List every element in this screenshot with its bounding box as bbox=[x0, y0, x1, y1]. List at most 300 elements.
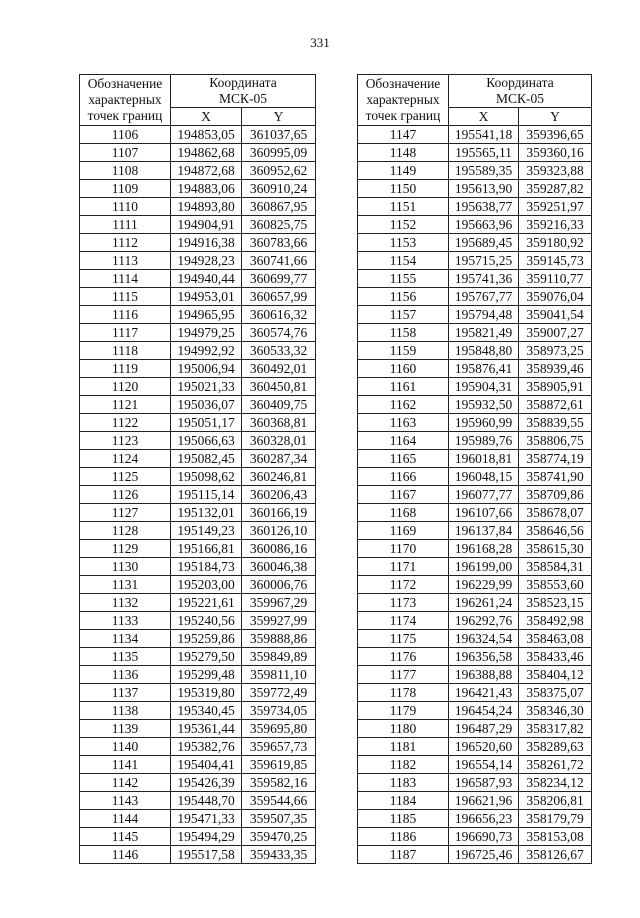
point-id-cell: 1150 bbox=[358, 180, 449, 198]
point-id-cell: 1138 bbox=[80, 702, 171, 720]
table-row bbox=[80, 198, 316, 216]
x-coordinate-cell: 195361,44 bbox=[171, 720, 242, 738]
x-coordinate-cell: 195541,18 bbox=[449, 126, 519, 144]
coordinates-table-right bbox=[357, 74, 592, 864]
table-row bbox=[358, 180, 592, 198]
point-id-cell: 1178 bbox=[358, 684, 449, 702]
point-id-cell: 1115 bbox=[80, 288, 171, 306]
point-id-cell: 1112 bbox=[80, 234, 171, 252]
x-coordinate-cell: 196587,93 bbox=[449, 774, 519, 792]
table-row bbox=[80, 738, 316, 756]
x-coordinate-cell: 196137,84 bbox=[449, 522, 519, 540]
table-row bbox=[80, 558, 316, 576]
point-id-cell: 1140 bbox=[80, 738, 171, 756]
point-id-cell: 1152 bbox=[358, 216, 449, 234]
x-coordinate-cell: 196554,14 bbox=[449, 756, 519, 774]
x-coordinate-cell: 195382,76 bbox=[171, 738, 242, 756]
point-id-cell: 1116 bbox=[80, 306, 171, 324]
x-coordinate-cell: 195132,01 bbox=[171, 504, 242, 522]
table-row bbox=[80, 288, 316, 306]
x-coordinate-cell: 194953,01 bbox=[171, 288, 242, 306]
x-coordinate-cell: 195494,29 bbox=[171, 828, 242, 846]
x-coordinate-cell: 196261,24 bbox=[449, 594, 519, 612]
table-row bbox=[358, 828, 592, 846]
y-coordinate-cell: 358973,25 bbox=[519, 342, 592, 360]
table-row bbox=[80, 846, 316, 864]
table-row bbox=[358, 684, 592, 702]
coordinate-label-line: Координата bbox=[486, 75, 554, 90]
table-row bbox=[80, 540, 316, 558]
point-id-cell: 1187 bbox=[358, 846, 449, 864]
x-coordinate-cell: 195448,70 bbox=[171, 792, 242, 810]
table-row bbox=[358, 432, 592, 450]
point-id-cell: 1123 bbox=[80, 432, 171, 450]
x-coordinate-cell: 195259,86 bbox=[171, 630, 242, 648]
table-row bbox=[358, 846, 592, 864]
table-row bbox=[80, 252, 316, 270]
x-coordinate-cell: 196077,77 bbox=[449, 486, 519, 504]
x-coordinate-cell: 196107,66 bbox=[449, 504, 519, 522]
x-coordinate-cell: 195166,81 bbox=[171, 540, 242, 558]
table-row bbox=[358, 234, 592, 252]
y-coordinate-cell: 360867,95 bbox=[242, 198, 316, 216]
y-coordinate-cell: 358153,08 bbox=[519, 828, 592, 846]
y-coordinate-cell: 359657,73 bbox=[242, 738, 316, 756]
y-coordinate-cell: 359323,88 bbox=[519, 162, 592, 180]
point-id-cell: 1155 bbox=[358, 270, 449, 288]
y-coordinate-cell: 358806,75 bbox=[519, 432, 592, 450]
table-row bbox=[358, 126, 592, 144]
point-id-cell: 1164 bbox=[358, 432, 449, 450]
point-id-cell: 1117 bbox=[80, 324, 171, 342]
point-id-cell: 1107 bbox=[80, 144, 171, 162]
table-row bbox=[80, 486, 316, 504]
table-row bbox=[80, 684, 316, 702]
left-rows bbox=[80, 126, 316, 864]
table-row bbox=[358, 576, 592, 594]
point-id-cell: 1142 bbox=[80, 774, 171, 792]
point-id-cell: 1166 bbox=[358, 468, 449, 486]
table-row bbox=[80, 792, 316, 810]
table-row bbox=[80, 378, 316, 396]
y-coordinate-cell: 359849,89 bbox=[242, 648, 316, 666]
point-id-cell: 1120 bbox=[80, 378, 171, 396]
table-row bbox=[358, 792, 592, 810]
point-label-line: характерных bbox=[88, 92, 162, 107]
y-coordinate-cell: 358523,15 bbox=[519, 594, 592, 612]
coordinate-header bbox=[171, 75, 316, 108]
y-coordinate-cell: 360657,99 bbox=[242, 288, 316, 306]
table-row bbox=[80, 414, 316, 432]
point-id-cell: 1182 bbox=[358, 756, 449, 774]
y-coordinate-cell: 359216,33 bbox=[519, 216, 592, 234]
table-row bbox=[358, 594, 592, 612]
x-coordinate-cell: 195184,73 bbox=[171, 558, 242, 576]
point-id-cell: 1109 bbox=[80, 180, 171, 198]
table-row bbox=[80, 396, 316, 414]
y-coordinate-cell: 358678,07 bbox=[519, 504, 592, 522]
y-coordinate-cell: 360825,75 bbox=[242, 216, 316, 234]
table-row bbox=[80, 666, 316, 684]
x-coordinate-cell: 194916,38 bbox=[171, 234, 242, 252]
point-label-line: характерных bbox=[366, 92, 440, 107]
y-coordinate-cell: 360086,16 bbox=[242, 540, 316, 558]
y-coordinate-cell: 359041,54 bbox=[519, 306, 592, 324]
point-id-cell: 1131 bbox=[80, 576, 171, 594]
table-row bbox=[80, 720, 316, 738]
table-row bbox=[80, 576, 316, 594]
y-coordinate-cell: 359582,16 bbox=[242, 774, 316, 792]
y-coordinate-cell: 360450,81 bbox=[242, 378, 316, 396]
table-row bbox=[358, 666, 592, 684]
x-coordinate-cell: 195517,58 bbox=[171, 846, 242, 864]
y-coordinate-cell: 360409,75 bbox=[242, 396, 316, 414]
y-coordinate-cell: 359396,65 bbox=[519, 126, 592, 144]
y-coordinate-cell: 358404,12 bbox=[519, 666, 592, 684]
x-coordinate-cell: 194979,25 bbox=[171, 324, 242, 342]
point-id-cell: 1169 bbox=[358, 522, 449, 540]
y-coordinate-cell: 360287,34 bbox=[242, 450, 316, 468]
y-coordinate-cell: 360533,32 bbox=[242, 342, 316, 360]
x-coordinate-cell: 195638,77 bbox=[449, 198, 519, 216]
y-coordinate-cell: 358584,31 bbox=[519, 558, 592, 576]
y-coordinate-cell: 361037,65 bbox=[242, 126, 316, 144]
x-coordinate-cell: 196656,23 bbox=[449, 810, 519, 828]
x-coordinate-cell: 195036,07 bbox=[171, 396, 242, 414]
x-coordinate-cell: 195989,76 bbox=[449, 432, 519, 450]
point-id-cell: 1160 bbox=[358, 360, 449, 378]
point-id-cell: 1159 bbox=[358, 342, 449, 360]
point-id-cell: 1176 bbox=[358, 648, 449, 666]
table-row bbox=[80, 450, 316, 468]
table-row bbox=[358, 810, 592, 828]
point-id-cell: 1148 bbox=[358, 144, 449, 162]
y-coordinate-cell: 359967,29 bbox=[242, 594, 316, 612]
x-coordinate-cell: 195221,61 bbox=[171, 594, 242, 612]
table-row bbox=[358, 342, 592, 360]
table-row bbox=[358, 144, 592, 162]
y-coordinate-cell: 359507,35 bbox=[242, 810, 316, 828]
y-coordinate-cell: 359360,16 bbox=[519, 144, 592, 162]
coordinate-label-line: Координата bbox=[209, 75, 277, 90]
table-row bbox=[358, 522, 592, 540]
point-id-cell: 1135 bbox=[80, 648, 171, 666]
table-row bbox=[358, 414, 592, 432]
x-coordinate-cell: 194940,44 bbox=[171, 270, 242, 288]
table-row bbox=[80, 630, 316, 648]
x-coordinate-cell: 195319,80 bbox=[171, 684, 242, 702]
point-id-cell: 1129 bbox=[80, 540, 171, 558]
y-coordinate-cell: 359772,49 bbox=[242, 684, 316, 702]
x-coordinate-cell: 196487,29 bbox=[449, 720, 519, 738]
point-id-cell: 1144 bbox=[80, 810, 171, 828]
x-coordinate-cell: 195904,31 bbox=[449, 378, 519, 396]
y-coordinate-cell: 358375,07 bbox=[519, 684, 592, 702]
table-row bbox=[80, 504, 316, 522]
table-row bbox=[80, 180, 316, 198]
point-id-cell: 1185 bbox=[358, 810, 449, 828]
x-coordinate-cell: 196621,96 bbox=[449, 792, 519, 810]
y-coordinate-cell: 359470,25 bbox=[242, 828, 316, 846]
table-row bbox=[358, 306, 592, 324]
y-coordinate-cell: 358905,91 bbox=[519, 378, 592, 396]
coordinate-label-line: МСК-05 bbox=[218, 91, 267, 106]
x-coordinate-cell: 195082,45 bbox=[171, 450, 242, 468]
y-coordinate-cell: 358709,86 bbox=[519, 486, 592, 504]
table-row bbox=[358, 702, 592, 720]
x-coordinate-cell: 196324,54 bbox=[449, 630, 519, 648]
x-coordinate-cell: 195115,14 bbox=[171, 486, 242, 504]
table-row bbox=[358, 198, 592, 216]
point-label-header bbox=[80, 75, 171, 126]
x-coordinate-cell: 195149,23 bbox=[171, 522, 242, 540]
y-coordinate-cell: 359811,10 bbox=[242, 666, 316, 684]
y-coordinate-cell: 360952,62 bbox=[242, 162, 316, 180]
y-coordinate-cell: 358646,56 bbox=[519, 522, 592, 540]
x-coordinate-cell: 196421,43 bbox=[449, 684, 519, 702]
point-id-cell: 1181 bbox=[358, 738, 449, 756]
table-row bbox=[358, 486, 592, 504]
x-coordinate-cell: 195279,50 bbox=[171, 648, 242, 666]
table-row bbox=[358, 648, 592, 666]
point-id-cell: 1149 bbox=[358, 162, 449, 180]
y-coordinate-cell: 359433,35 bbox=[242, 846, 316, 864]
table-row bbox=[80, 234, 316, 252]
table-row bbox=[80, 468, 316, 486]
x-coordinate-cell: 195741,36 bbox=[449, 270, 519, 288]
point-id-cell: 1162 bbox=[358, 396, 449, 414]
y-coordinate-cell: 358492,98 bbox=[519, 612, 592, 630]
table-row bbox=[80, 522, 316, 540]
point-id-cell: 1132 bbox=[80, 594, 171, 612]
point-id-cell: 1156 bbox=[358, 288, 449, 306]
y-coordinate-cell: 358206,81 bbox=[519, 792, 592, 810]
x-coordinate-cell: 194965,95 bbox=[171, 306, 242, 324]
table-row bbox=[80, 432, 316, 450]
point-id-cell: 1183 bbox=[358, 774, 449, 792]
point-id-cell: 1165 bbox=[358, 450, 449, 468]
point-id-cell: 1177 bbox=[358, 666, 449, 684]
y-coordinate-cell: 358872,61 bbox=[519, 396, 592, 414]
y-coordinate-cell: 359544,66 bbox=[242, 792, 316, 810]
table-row bbox=[358, 504, 592, 522]
y-coordinate-cell: 359145,73 bbox=[519, 252, 592, 270]
x-coordinate-cell: 196229,99 bbox=[449, 576, 519, 594]
table-row bbox=[358, 558, 592, 576]
point-label-line: Обозначение bbox=[87, 76, 163, 91]
x-coordinate-cell: 196199,00 bbox=[449, 558, 519, 576]
y-coordinate-cell: 360006,76 bbox=[242, 576, 316, 594]
x-coordinate-cell: 195663,96 bbox=[449, 216, 519, 234]
table-row bbox=[80, 324, 316, 342]
point-id-cell: 1121 bbox=[80, 396, 171, 414]
x-coordinate-cell: 196356,58 bbox=[449, 648, 519, 666]
point-id-cell: 1127 bbox=[80, 504, 171, 522]
y-coordinate-cell: 360046,38 bbox=[242, 558, 316, 576]
y-coordinate-cell: 360492,01 bbox=[242, 360, 316, 378]
point-id-cell: 1172 bbox=[358, 576, 449, 594]
x-coordinate-cell: 195471,33 bbox=[171, 810, 242, 828]
y-coordinate-cell: 359734,05 bbox=[242, 702, 316, 720]
x-coordinate-cell: 195021,33 bbox=[171, 378, 242, 396]
x-header: X bbox=[449, 108, 519, 126]
point-id-cell: 1173 bbox=[358, 594, 449, 612]
table-row bbox=[358, 252, 592, 270]
x-coordinate-cell: 195426,39 bbox=[171, 774, 242, 792]
y-coordinate-cell: 359927,99 bbox=[242, 612, 316, 630]
y-coordinate-cell: 360328,01 bbox=[242, 432, 316, 450]
point-id-cell: 1161 bbox=[358, 378, 449, 396]
table-row bbox=[80, 774, 316, 792]
point-id-cell: 1119 bbox=[80, 360, 171, 378]
point-id-cell: 1184 bbox=[358, 792, 449, 810]
point-id-cell: 1136 bbox=[80, 666, 171, 684]
point-id-cell: 1157 bbox=[358, 306, 449, 324]
x-coordinate-cell: 194862,68 bbox=[171, 144, 242, 162]
x-coordinate-cell: 195051,17 bbox=[171, 414, 242, 432]
point-label-line: точек границ bbox=[365, 108, 441, 123]
x-coordinate-cell: 196725,46 bbox=[449, 846, 519, 864]
point-id-cell: 1128 bbox=[80, 522, 171, 540]
y-coordinate-cell: 360574,76 bbox=[242, 324, 316, 342]
x-coordinate-cell: 195203,00 bbox=[171, 576, 242, 594]
x-coordinate-cell: 196690,73 bbox=[449, 828, 519, 846]
point-id-cell: 1168 bbox=[358, 504, 449, 522]
x-header: X bbox=[171, 108, 242, 126]
x-coordinate-cell: 196520,60 bbox=[449, 738, 519, 756]
point-id-cell: 1139 bbox=[80, 720, 171, 738]
x-coordinate-cell: 195821,49 bbox=[449, 324, 519, 342]
x-coordinate-cell: 195066,63 bbox=[171, 432, 242, 450]
table-row bbox=[358, 216, 592, 234]
point-id-cell: 1175 bbox=[358, 630, 449, 648]
table-row bbox=[358, 738, 592, 756]
y-coordinate-cell: 358615,30 bbox=[519, 540, 592, 558]
x-coordinate-cell: 195715,25 bbox=[449, 252, 519, 270]
point-id-cell: 1126 bbox=[80, 486, 171, 504]
x-coordinate-cell: 194904,91 bbox=[171, 216, 242, 234]
page-number: 331 bbox=[310, 35, 330, 50]
y-coordinate-cell: 358261,72 bbox=[519, 756, 592, 774]
point-label-line: Обозначение bbox=[365, 76, 441, 91]
x-coordinate-cell: 196018,81 bbox=[449, 450, 519, 468]
y-coordinate-cell: 359251,97 bbox=[519, 198, 592, 216]
x-coordinate-cell: 194853,05 bbox=[171, 126, 242, 144]
y-coordinate-cell: 358774,19 bbox=[519, 450, 592, 468]
point-id-cell: 1179 bbox=[358, 702, 449, 720]
x-coordinate-cell: 194928,23 bbox=[171, 252, 242, 270]
point-id-cell: 1108 bbox=[80, 162, 171, 180]
table-row bbox=[358, 270, 592, 288]
y-header: Y bbox=[519, 108, 592, 126]
point-label-header bbox=[358, 75, 449, 126]
y-coordinate-cell: 358179,79 bbox=[519, 810, 592, 828]
y-coordinate-cell: 360616,32 bbox=[242, 306, 316, 324]
table-row bbox=[358, 540, 592, 558]
x-coordinate-cell: 195932,50 bbox=[449, 396, 519, 414]
x-coordinate-cell: 196454,24 bbox=[449, 702, 519, 720]
table-row bbox=[80, 144, 316, 162]
table-row bbox=[80, 756, 316, 774]
point-id-cell: 1130 bbox=[80, 558, 171, 576]
y-coordinate-cell: 359888,86 bbox=[242, 630, 316, 648]
y-coordinate-cell: 359076,04 bbox=[519, 288, 592, 306]
y-coordinate-cell: 359695,80 bbox=[242, 720, 316, 738]
x-coordinate-cell: 195340,45 bbox=[171, 702, 242, 720]
table-row bbox=[358, 630, 592, 648]
y-coordinate-cell: 358346,30 bbox=[519, 702, 592, 720]
table-row bbox=[80, 270, 316, 288]
y-coordinate-cell: 359287,82 bbox=[519, 180, 592, 198]
point-id-cell: 1111 bbox=[80, 216, 171, 234]
y-coordinate-cell: 358234,12 bbox=[519, 774, 592, 792]
y-coordinate-cell: 360368,81 bbox=[242, 414, 316, 432]
table-row bbox=[358, 450, 592, 468]
x-coordinate-cell: 195404,41 bbox=[171, 756, 242, 774]
point-id-cell: 1133 bbox=[80, 612, 171, 630]
point-id-cell: 1122 bbox=[80, 414, 171, 432]
x-coordinate-cell: 195098,62 bbox=[171, 468, 242, 486]
x-coordinate-cell: 196168,28 bbox=[449, 540, 519, 558]
point-id-cell: 1167 bbox=[358, 486, 449, 504]
y-coordinate-cell: 360246,81 bbox=[242, 468, 316, 486]
point-id-cell: 1151 bbox=[358, 198, 449, 216]
table-row bbox=[80, 648, 316, 666]
table-row bbox=[358, 720, 592, 738]
table-row bbox=[80, 828, 316, 846]
x-coordinate-cell: 195589,35 bbox=[449, 162, 519, 180]
y-coordinate-cell: 358939,46 bbox=[519, 360, 592, 378]
y-coordinate-cell: 358126,67 bbox=[519, 846, 592, 864]
y-coordinate-cell: 358433,46 bbox=[519, 648, 592, 666]
point-id-cell: 1154 bbox=[358, 252, 449, 270]
y-coordinate-cell: 359180,92 bbox=[519, 234, 592, 252]
x-coordinate-cell: 195848,80 bbox=[449, 342, 519, 360]
y-coordinate-cell: 360783,66 bbox=[242, 234, 316, 252]
y-coordinate-cell: 360126,10 bbox=[242, 522, 316, 540]
point-id-cell: 1141 bbox=[80, 756, 171, 774]
x-coordinate-cell: 195565,11 bbox=[449, 144, 519, 162]
table-row bbox=[80, 216, 316, 234]
x-coordinate-cell: 195876,41 bbox=[449, 360, 519, 378]
y-coordinate-cell: 359007,27 bbox=[519, 324, 592, 342]
point-id-cell: 1158 bbox=[358, 324, 449, 342]
point-id-cell: 1147 bbox=[358, 126, 449, 144]
y-coordinate-cell: 358553,60 bbox=[519, 576, 592, 594]
point-id-cell: 1134 bbox=[80, 630, 171, 648]
y-coordinate-cell: 360741,66 bbox=[242, 252, 316, 270]
table-row bbox=[80, 342, 316, 360]
x-coordinate-cell: 195794,48 bbox=[449, 306, 519, 324]
point-id-cell: 1114 bbox=[80, 270, 171, 288]
x-coordinate-cell: 194883,06 bbox=[171, 180, 242, 198]
table-row bbox=[358, 396, 592, 414]
table-row bbox=[358, 360, 592, 378]
table-row bbox=[358, 378, 592, 396]
table-row bbox=[80, 126, 316, 144]
y-coordinate-cell: 360910,24 bbox=[242, 180, 316, 198]
right-rows bbox=[358, 126, 592, 864]
table-row bbox=[358, 612, 592, 630]
point-id-cell: 1110 bbox=[80, 198, 171, 216]
y-coordinate-cell: 359110,77 bbox=[519, 270, 592, 288]
point-id-cell: 1106 bbox=[80, 126, 171, 144]
y-coordinate-cell: 358317,82 bbox=[519, 720, 592, 738]
table-row bbox=[358, 468, 592, 486]
x-coordinate-cell: 195006,94 bbox=[171, 360, 242, 378]
y-coordinate-cell: 358741,90 bbox=[519, 468, 592, 486]
table-row bbox=[80, 306, 316, 324]
